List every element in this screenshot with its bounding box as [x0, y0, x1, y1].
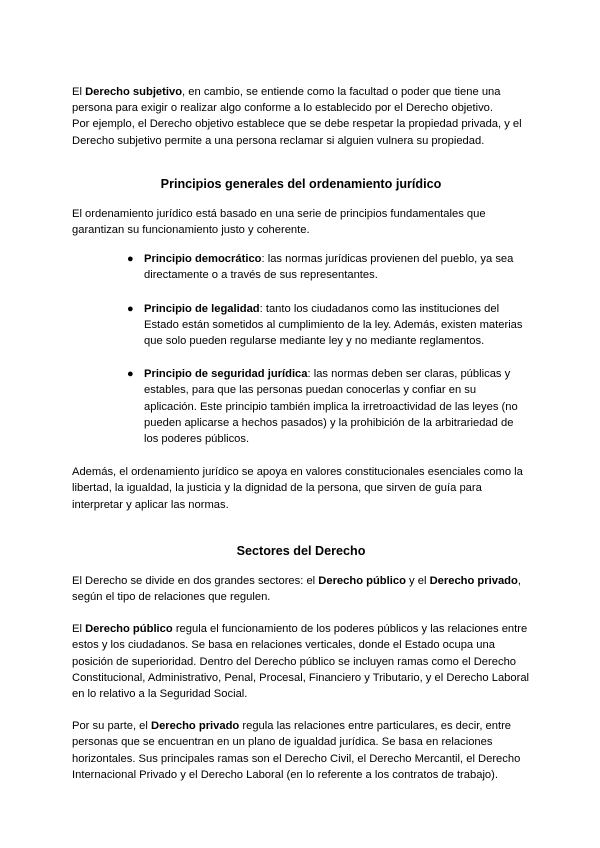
list-item [127, 366, 530, 447]
bullet-icon: ● [127, 253, 134, 266]
bold-term: Derecho público [85, 623, 173, 636]
paragraph-derecho-subjetivo [72, 84, 530, 116]
paragraph-valores: Además, el ordenamiento jurídico se apoya en valores constitucionales esenciales como la libertad, la igualdad, la justicia y la dignidad de la persona, que sirven de guía para interpretar y aplicar las normas. [72, 466, 523, 511]
bold-term: Principio democrático [144, 253, 262, 266]
paragraph-derecho-privado [72, 718, 530, 783]
text-run: Por su parte, el [72, 720, 151, 733]
bold-term: Derecho privado [429, 574, 518, 587]
text-run: , en cambio, se entiende como la facultad o poder que tiene una persona para exigir o realizar algo conforme a lo establecido por el Derecho objetivo. [72, 86, 501, 115]
list-item [127, 251, 530, 283]
paragraph-division [72, 573, 530, 605]
bold-term: Principio de legalidad [144, 302, 260, 315]
text-run: El [72, 623, 86, 636]
text-run: : las normas jurídicas provienen del pueblo, ya sea directamente o a través de sus representantes. [144, 253, 514, 282]
text-run: y el [405, 574, 430, 587]
list-item [127, 301, 530, 350]
text-run: regula las relaciones entre particulares, es decir, entre personas que se encuentran en un plano de igualdad jurídica. Se basa en relaciones horizontales. Sus principales ramas son el Derecho Civil, el Derecho Mercantil, el Derecho Internacional Privado y el Derecho Laboral (en lo referente a los contratos de trabajo). [72, 720, 521, 781]
bold-term: Derecho subjetivo [85, 86, 183, 98]
bold-term: Derecho privado [150, 720, 240, 733]
text-run: regula el funcionamiento de los poderes públicos y las relaciones entre estos y los ciudadanos. Se basa en relaciones verticales, donde el Estado ocupa una posición de superioridad. Dentro del Derecho público se incluyen ramas como el Derecho Constitucional, Administrativo, Penal, Procesal, Financiero y Tributario, y el Derecho Laboral en lo relativo a la Seguridad Social. [72, 623, 530, 701]
bullet-icon: ● [127, 368, 134, 381]
heading-sectores: Sectores del Derecho [236, 543, 366, 558]
text-run: : tanto los ciudadanos como las instituciones del Estado están sometidos al cumplimiento de la ley. Además, existen materias que solo pueden regularse mediante ley y no mediante reglamentos. [144, 302, 523, 348]
paragraph-ordenamiento: El ordenamiento jurídico está basado en una serie de principios fundamentales que garantizan su funcionamiento justo y coherente. [72, 207, 486, 237]
bold-term: Principio de seguridad jurídica [144, 368, 308, 381]
principles-list [72, 251, 530, 447]
bullet-icon: ● [127, 302, 134, 315]
document-page [72, 84, 530, 783]
heading-principios: Principios generales del ordenamiento jurídico [160, 176, 442, 191]
text-run: : las normas deben ser claras, públicas y estables, para que las personas puedan conocerlas y confiar en su aplicación. Este principio también implica la irretroactividad de las leyes (no pueden aplicarse a hechos pasados) y la prohibición de la arbitrariedad de los poderes públicos. [144, 368, 518, 446]
text-run: El [72, 86, 86, 98]
paragraph-derecho-publico [72, 621, 530, 702]
paragraph-ejemplo: Por ejemplo, el Derecho objetivo establece que se debe respetar la propiedad privada, y el Derecho subjetivo permite a una persona reclamar si alguien vulnera su propiedad. [72, 118, 522, 147]
bold-term: Derecho público [318, 574, 406, 587]
text-run: El Derecho se divide en dos grandes sectores: el [72, 574, 319, 587]
text-run: , según el tipo de relaciones que regulen. [72, 574, 521, 604]
